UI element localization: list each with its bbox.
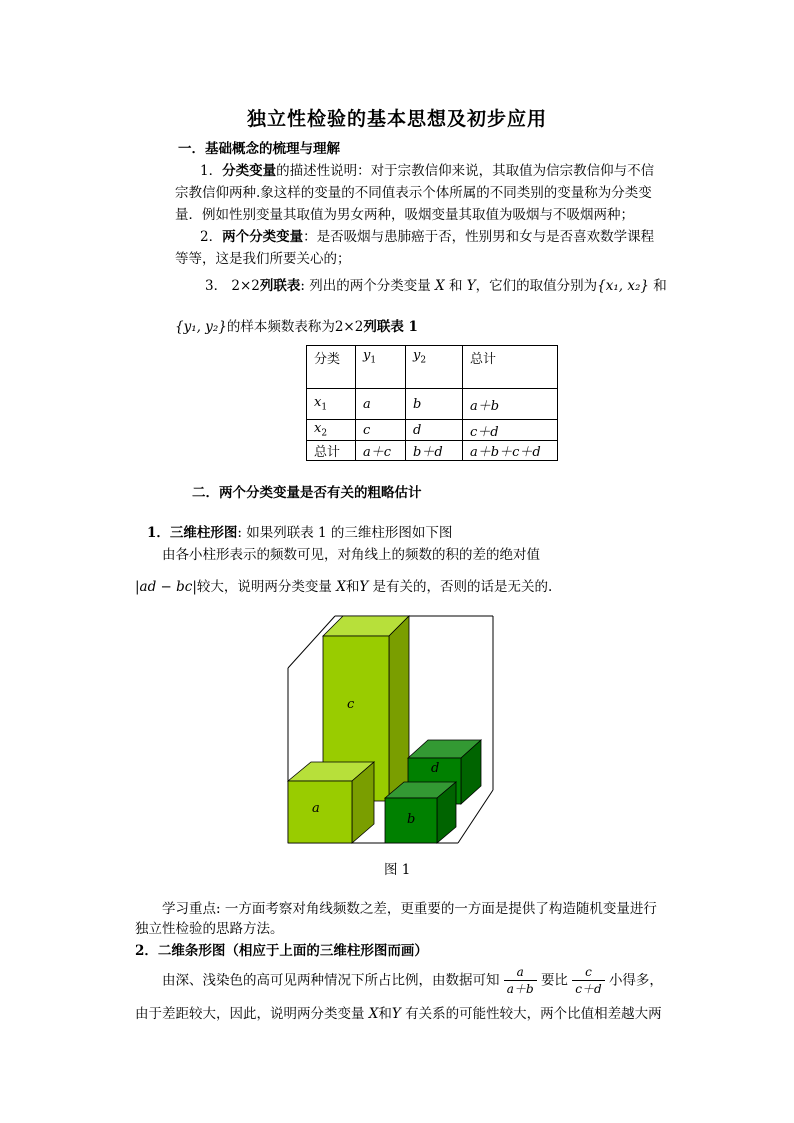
para1: 由各小柱形表示的频数可见，对角线上的频数的积的差的绝对值 <box>162 547 540 563</box>
table-header-cell: 总计 <box>463 346 558 389</box>
set-y-values: {y₁, y₂} <box>175 319 227 335</box>
item3-number: 3． <box>205 278 228 294</box>
abs-ad-bc: |ad − bc| <box>135 579 197 595</box>
var-x: X <box>368 1006 379 1022</box>
bar-label-b: b <box>407 812 416 827</box>
item1-number: 1． <box>200 163 223 179</box>
para2-and: 和 <box>345 579 360 595</box>
table-cell: c＋d <box>463 420 558 441</box>
var-x: X <box>435 278 445 294</box>
para4-text: 由于差距较大，因此，说明两分类变量 <box>135 1006 365 1022</box>
item3-term2: 列联表 1 <box>363 319 418 335</box>
para3-text-b: 要比 <box>540 972 568 989</box>
item3-and2: 和 <box>653 278 667 294</box>
sub1-term: 三维柱形图 <box>169 525 238 541</box>
item3-text: : 列出的两个分类变量 <box>300 278 431 294</box>
para3-text-a: 由深、浅染色的高可见两种情况下所占比例，由数据可知 <box>162 972 500 989</box>
para4-and: 和 <box>378 1006 392 1022</box>
bar-label-a: a <box>312 801 320 816</box>
table-row-label: 总计 <box>307 441 356 461</box>
item2-number: 2． <box>200 229 223 245</box>
sub2-heading: 2．二维条形图（相应于上面的三维柱形图而画） <box>135 943 428 959</box>
bar-a-front <box>288 781 352 843</box>
table-cell: a＋b <box>463 389 558 420</box>
item3-and: 和 <box>448 278 463 294</box>
item2-line2: 等等，这是我们所要关心的； <box>175 251 351 267</box>
var-y: Y <box>466 278 476 294</box>
var-y: Y <box>359 579 369 595</box>
table-header-cell: $y_2$ <box>406 346 463 389</box>
item3-math: 2×2 <box>231 278 260 294</box>
item1-line3: 量．例如性别变量其取值为男女两种，吸烟变量其取值为吸烟与不吸烟两种； <box>175 207 634 223</box>
var-x: X <box>336 579 346 595</box>
item1-line2: 宗教信仰两种.象这样的变量的不同值表示个体所属的不同类别的变量称为分类变 <box>175 185 652 201</box>
bar-a <box>288 762 374 843</box>
var-y: Y <box>391 1006 401 1022</box>
section1-heading: 一．基础概念的梳理与理解 <box>178 141 340 157</box>
para2-text: 较大，说明两分类变量 <box>196 579 332 595</box>
table-cell: a＋b＋c＋d <box>463 441 558 461</box>
bar-b <box>385 782 456 843</box>
focus-line1: 学习重点: 一方面考察对角线频数之差，更重要的一方面是提供了构造随机变量进行 <box>162 901 657 917</box>
sub1-text: : 如果列联表 1 的三维柱形图如下图 <box>237 525 453 541</box>
item3-math2: 2×2 <box>334 319 364 335</box>
table-cell: a <box>356 389 406 420</box>
para3 <box>162 964 663 997</box>
para4-text-b: 有关系的可能性较大，两个比值相差越大两 <box>405 1006 662 1022</box>
table-cell: a＋c <box>356 441 406 461</box>
table-cell: d <box>406 420 463 441</box>
item2-text: ：是否吸烟与患肺癌于否，性别男和女与是否喜欢数学课程 <box>303 229 655 245</box>
table-cell: c <box>356 420 406 441</box>
item3-term: 列联表 <box>259 278 301 294</box>
fraction-c-over-c-plus-d: $\frac{c}{c+d}$ <box>572 964 604 997</box>
item1-text: 的描述性说明：对于宗教信仰来说，其取值为信宗教信仰与不信 <box>276 163 655 179</box>
para4 <box>135 1003 662 1025</box>
bar-label-c: c <box>347 697 355 712</box>
table-cell: b <box>406 389 463 420</box>
table-header-cell: $y_1$ <box>356 346 406 389</box>
table-row-label: $x_1$ <box>307 389 356 420</box>
table-header-cell: 分类 <box>307 346 356 389</box>
para3-text-c: 小得多， <box>608 972 663 989</box>
bar-label-d: d <box>431 761 440 776</box>
set-x-values: {x₁, x₂} <box>597 278 649 294</box>
section2-heading: 二．两个分类变量是否有关的粗略估计 <box>192 485 422 501</box>
item1-term: 分类变量 <box>222 163 277 179</box>
item3-text3: 的样本频数表称为 <box>226 319 335 335</box>
table-cell: b＋d <box>406 441 463 461</box>
figure-caption: 图 1 <box>384 862 411 878</box>
sub1-number: 1． <box>147 525 170 541</box>
focus-line2: 独立性检验的思路方法。 <box>135 921 284 937</box>
fraction-a-over-a-plus-b: $\frac{a}{a+b}$ <box>504 964 537 997</box>
bar-c-side <box>389 616 409 801</box>
item3-text2: ，它们的取值分别为 <box>475 278 598 294</box>
page-title: 独立性检验的基本思想及初步应用 <box>246 108 547 130</box>
table-row-label: $x_2$ <box>307 420 356 441</box>
para2-text2: 是有关的，否则的话是无关的. <box>372 579 553 595</box>
item2-term: 两个分类变量 <box>222 229 304 245</box>
